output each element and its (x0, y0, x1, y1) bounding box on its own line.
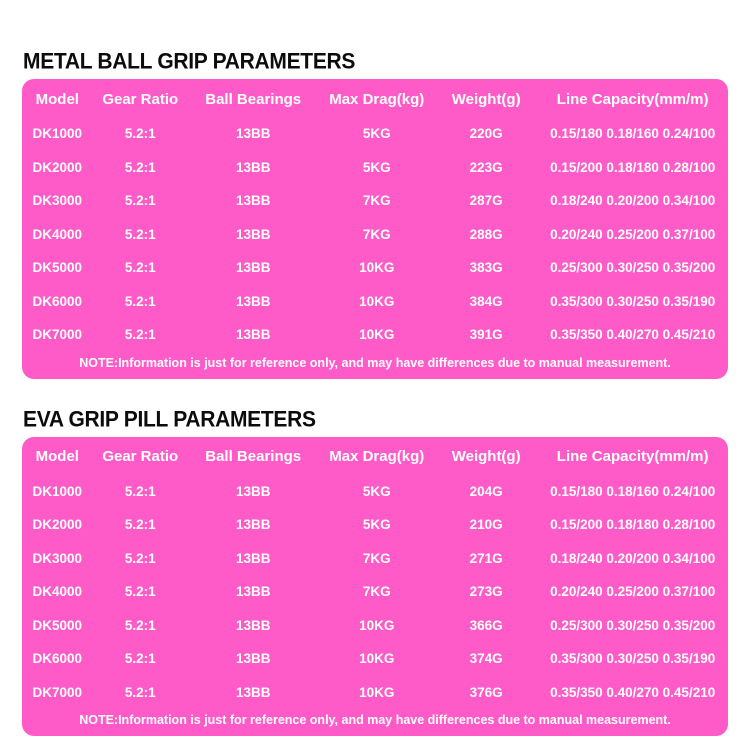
table-cell: 384G (469, 293, 503, 309)
section-title-eva-grip-pill: EVA GRIP PILL PARAMETERS (23, 406, 316, 432)
table-cell: 5.2:1 (124, 651, 156, 667)
table-cell: 0.25/300 0.30/250 0.35/200 (550, 260, 716, 276)
table-cell: 5KG (362, 483, 391, 499)
table-cell: 5.2:1 (124, 159, 156, 175)
table-cell: 5.2:1 (124, 327, 156, 343)
table-cell: 374G (469, 651, 503, 667)
table-header-row (22, 439, 728, 475)
table-cell: 0.15/180 0.18/160 0.24/100 (550, 483, 716, 499)
table-cell: DK4000 (32, 584, 83, 600)
table-cell: DK3000 (32, 193, 83, 209)
table-row (22, 285, 728, 319)
column-header-max-drag: Max Drag(kg) (329, 448, 425, 465)
table-cell: 5.2:1 (124, 293, 156, 309)
column-header-ball-bearings: Ball Bearings (205, 90, 302, 108)
table-cell: 0.15/180 0.18/160 0.24/100 (550, 126, 716, 142)
table-cell: 366G (469, 617, 503, 633)
section-title-metal-ball-grip: METAL BALL GRIP PARAMETERS (23, 49, 356, 74)
table-cell: 0.35/350 0.40/270 0.45/210 (550, 327, 716, 343)
spec-table-eva-grip-pill (22, 437, 728, 737)
table-cell: 5.2:1 (124, 226, 156, 242)
table-cell: 5.2:1 (124, 550, 156, 566)
table-cell: 0.35/300 0.30/250 0.35/190 (550, 651, 716, 667)
column-header-ball-bearings: Ball Bearings (205, 448, 302, 465)
table-cell: 5.2:1 (124, 584, 156, 600)
table-cell: DK1000 (32, 126, 83, 142)
table-cell: DK5000 (32, 260, 83, 276)
table-cell: 0.15/200 0.18/180 0.28/100 (550, 517, 716, 533)
table-note: NOTE:Information is just for reference only, and may have differences due to manual measurement. (79, 713, 671, 727)
table-cell: 287G (469, 193, 503, 209)
table-cell: 7KG (362, 226, 391, 242)
table-row (22, 184, 728, 218)
table-cell: 383G (469, 260, 503, 276)
eva-grip-pill-section (22, 408, 728, 737)
table-cell: 13BB (235, 327, 271, 343)
table-cell: DK7000 (32, 684, 83, 700)
table-cell: 10KG (359, 651, 395, 667)
table-cell: DK5000 (32, 617, 83, 633)
table-cell: 0.18/240 0.20/200 0.34/100 (550, 550, 716, 566)
table-note: NOTE:Information is just for reference only, and may have differences due to manual measurement. (79, 355, 671, 370)
table-body (22, 117, 728, 352)
table-cell: 13BB (235, 226, 271, 242)
column-header-weight: Weight(g) (451, 90, 521, 108)
table-cell: 13BB (235, 584, 271, 600)
table-cell: 204G (469, 483, 503, 499)
table-cell: 7KG (362, 193, 391, 209)
column-header-gear-ratio: Gear Ratio (102, 90, 179, 108)
table-body (22, 475, 728, 710)
table-header-row (22, 81, 728, 117)
table-row (22, 218, 728, 252)
table-cell: 10KG (359, 293, 395, 309)
table-cell: 5.2:1 (124, 193, 156, 209)
table-cell: 13BB (235, 651, 271, 667)
table-row (22, 642, 728, 676)
table-cell: 10KG (359, 684, 395, 700)
table-cell: 13BB (235, 193, 271, 209)
table-cell: DK1000 (32, 483, 83, 499)
column-header-model: Model (35, 90, 79, 108)
table-cell: 13BB (235, 159, 271, 175)
table-row (22, 575, 728, 609)
table-cell: 271G (469, 550, 503, 566)
table-cell: 13BB (235, 293, 271, 309)
table-cell: 223G (469, 159, 503, 175)
table-cell: DK6000 (32, 651, 83, 667)
table-cell: 13BB (235, 260, 271, 276)
column-header-model: Model (35, 448, 79, 465)
column-header-max-drag: Max Drag(kg) (329, 90, 425, 108)
table-cell: DK3000 (32, 550, 83, 566)
table-row (22, 117, 728, 151)
table-cell: 210G (469, 517, 503, 533)
table-cell: 5.2:1 (124, 684, 156, 700)
table-cell: 0.20/240 0.25/200 0.37/100 (550, 584, 716, 600)
table-cell: 10KG (359, 617, 395, 633)
column-header-gear-ratio: Gear Ratio (102, 448, 179, 465)
column-header-line-capacity: Line Capacity(mm/m) (556, 448, 709, 465)
table-cell: 288G (469, 226, 503, 242)
table-cell: DK4000 (32, 226, 83, 242)
table-row (22, 151, 728, 185)
table-cell: DK7000 (32, 327, 83, 343)
table-cell: 13BB (235, 483, 271, 499)
table-cell: 0.20/240 0.25/200 0.37/100 (550, 226, 716, 242)
table-cell: 13BB (235, 550, 271, 566)
table-cell: 5KG (362, 126, 391, 142)
table-cell: 5.2:1 (124, 126, 156, 142)
table-cell: 391G (469, 327, 503, 343)
table-cell: 0.15/200 0.18/180 0.28/100 (550, 159, 716, 175)
table-row (22, 609, 728, 643)
table-cell: 376G (469, 684, 503, 700)
column-header-line-capacity: Line Capacity(mm/m) (556, 90, 709, 108)
table-cell: 10KG (359, 327, 395, 343)
table-row (22, 508, 728, 542)
table-row (22, 318, 728, 352)
table-cell: 5KG (362, 159, 391, 175)
table-cell: 5.2:1 (124, 483, 156, 499)
table-cell: 13BB (235, 517, 271, 533)
table-cell: 13BB (235, 126, 271, 142)
spec-table-metal-ball-grip (22, 79, 728, 379)
table-cell: 7KG (362, 550, 391, 566)
table-row (22, 676, 728, 710)
table-cell: 5.2:1 (124, 260, 156, 276)
table-row (22, 475, 728, 509)
table-cell: 13BB (235, 684, 271, 700)
table-cell: 10KG (359, 260, 395, 276)
table-cell: 220G (469, 126, 503, 142)
table-cell: 0.35/300 0.30/250 0.35/190 (550, 293, 716, 309)
table-cell: DK2000 (32, 159, 83, 175)
table-cell: 5.2:1 (124, 517, 156, 533)
table-cell: 273G (469, 584, 503, 600)
table-cell: 0.25/300 0.30/250 0.35/200 (550, 617, 716, 633)
table-cell: DK6000 (32, 293, 83, 309)
table-cell: 5.2:1 (124, 617, 156, 633)
table-cell: 5KG (362, 517, 391, 533)
table-cell: DK2000 (32, 517, 83, 533)
column-header-weight: Weight(g) (451, 448, 521, 465)
table-cell: 7KG (362, 584, 391, 600)
table-row (22, 542, 728, 576)
table-cell: 13BB (235, 617, 271, 633)
table-cell: 0.18/240 0.20/200 0.34/100 (550, 193, 716, 209)
table-row (22, 251, 728, 285)
table-cell: 0.35/350 0.40/270 0.45/210 (550, 684, 716, 700)
metal-ball-grip-section (22, 50, 728, 379)
